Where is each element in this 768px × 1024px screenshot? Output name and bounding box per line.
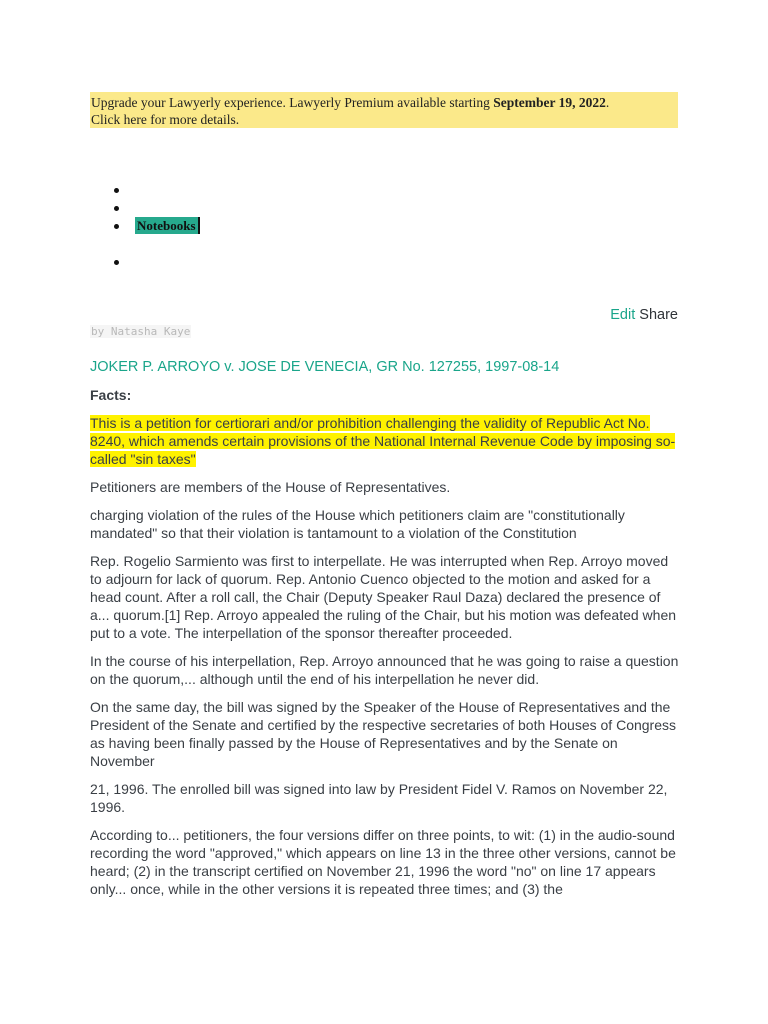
paragraph-3: charging violation of the rules of the House which petitioners claim are "constitutionally mandated" so that their violation is tantamount to a violation of the Constitution	[90, 507, 625, 541]
banner-details-link[interactable]: Click here for more details.	[91, 112, 240, 127]
banner-text-end: .	[605, 95, 610, 110]
share-link[interactable]: Share	[639, 307, 678, 323]
paragraph-5: In the course of his interpellation, Rep. Arroyo announced that he was going to raise a question on the quorum,... although until the end of his interpellation he never did.	[90, 653, 679, 687]
document-actions	[610, 307, 678, 323]
document-body	[90, 358, 680, 908]
paragraph-8: According to... petitioners, the four versions differ on three points, to wit: (1) in the audio-sound recording the word "approved," which appears on line 13 in the three other versions, cannot be heard; (2) in the transcript certified on November 21, 1996 the word "no" on line 17 appears only... once, while in the other versions it is repeated three times; and (3) the	[90, 827, 676, 897]
facts-heading: Facts:	[90, 387, 132, 403]
notebooks-link[interactable]: Notebooks	[135, 217, 200, 234]
banner-text: Upgrade your Lawyerly experience. Lawyerly Premium available starting	[91, 95, 494, 110]
paragraph-1	[90, 414, 680, 468]
premium-banner[interactable]	[90, 92, 678, 128]
case-title[interactable]: JOKER P. ARROYO v. JOSE DE VENECIA, GR No. 127255, 1997-08-14	[90, 359, 560, 375]
edit-link[interactable]: Edit	[610, 307, 636, 323]
paragraph-2: Petitioners are members of the House of Representatives.	[90, 479, 451, 495]
paragraph-7: 21, 1996. The enrolled bill was signed into law by President Fidel V. Ramos on November 22, 1996.	[90, 781, 668, 815]
paragraph-6: On the same day, the bill was signed by the Speaker of the House of Representatives and the President of the Senate and certified by the respective secretaries of both Houses of Congress as having been finally passed by the House of Representatives and by the Senate on November	[90, 699, 676, 769]
author-byline: by Natasha Kaye	[91, 325, 191, 338]
highlighted-text: This is a petition for certiorari and/or prohibition challenging the validity of Republic Act No. 8240, which amends certain provisions of the National Internal Revenue Code by imposing so-called "sin taxes"	[90, 415, 676, 467]
banner-date: September 19, 2022	[493, 95, 606, 110]
paragraph-4: Rep. Rogelio Sarmiento was first to interpellate. He was interrupted when Rep. Arroyo moved to adjourn for lack of quorum. Rep. Antonio Cuenco objected to the motion and asked for a head count. After a roll call, the Chair (Deputy Speaker Raul Daza) declared the presence of a... quorum.[1] Rep. Arroyo appealed the ruling of the Chair, but his motion was defeated when put to a vote. The interpellation of the sponsor thereafter proceeded.	[90, 553, 677, 641]
